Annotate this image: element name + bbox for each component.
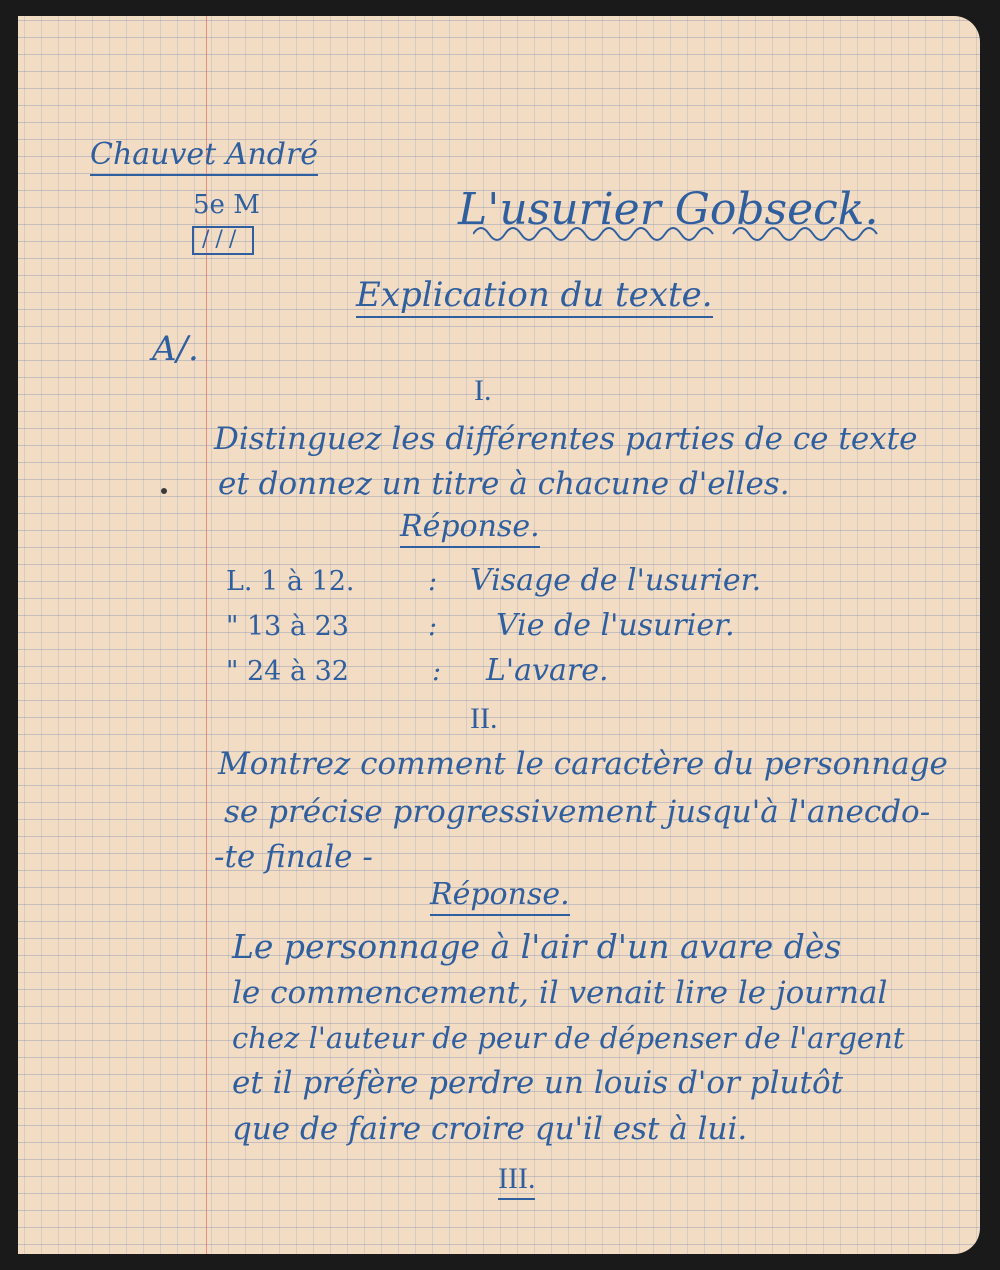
q1-row-1-lines: L. 1 à 12. [226,566,355,597]
grade-boxes: /// [192,226,254,255]
q2-answer-line-5: que de faire croire qu'il est à lui. [232,1111,748,1147]
q2-answer-line-2: le commencement, il venait lire le journal [232,975,888,1011]
subtitle: Explication du texte. [356,278,713,318]
q1-row-2-sep: : [428,611,438,642]
q1-numeral: I. [474,374,492,407]
q2-line-1: Montrez comment le caractère du personnage [218,746,948,782]
q2-line-2: se précise progressivement jusqu'à l'anecdo- [224,794,931,830]
q2-answer-line-3: chez l'auteur de peur de dépenser de l'argent [232,1021,905,1055]
q1-row-3-sep: : [432,656,442,687]
q1-row-3-title: L'avare. [486,653,609,688]
q1-line-1: Distinguez les différentes parties de ce texte [214,421,918,457]
class-label: 5e M [193,190,260,220]
q2-answer-line-4: et il préfère perdre un louis d'or plutôt [232,1065,844,1101]
section-a-label: A/. [152,329,199,369]
ink-dot [161,488,167,494]
q2-line-3: -te finale - [214,839,373,875]
title-wavy-underline [473,222,893,244]
q1-row-2-title: Vie de l'usurier. [496,608,735,643]
q3-numeral: III. [498,1164,535,1200]
q1-answer-heading: Réponse. [400,512,540,548]
q2-numeral: II. [470,702,498,735]
q2-answer-heading: Réponse. [430,880,570,916]
q1-line-2: et donnez un titre à chacune d'elles. [218,466,790,502]
q1-row-1-sep: : [428,566,438,597]
student-name: Chauvet André [90,140,318,176]
page-title: L'usurier Gobseck. [458,184,879,235]
q1-row-2-lines: " 13 à 23 [226,611,349,642]
q2-answer-line-1: Le personnage à l'air d'un avare dès [232,927,842,966]
notebook-page [18,16,980,1254]
q1-row-1-title: Visage de l'usurier. [470,563,762,598]
q1-row-3-lines: " 24 à 32 [226,656,349,687]
